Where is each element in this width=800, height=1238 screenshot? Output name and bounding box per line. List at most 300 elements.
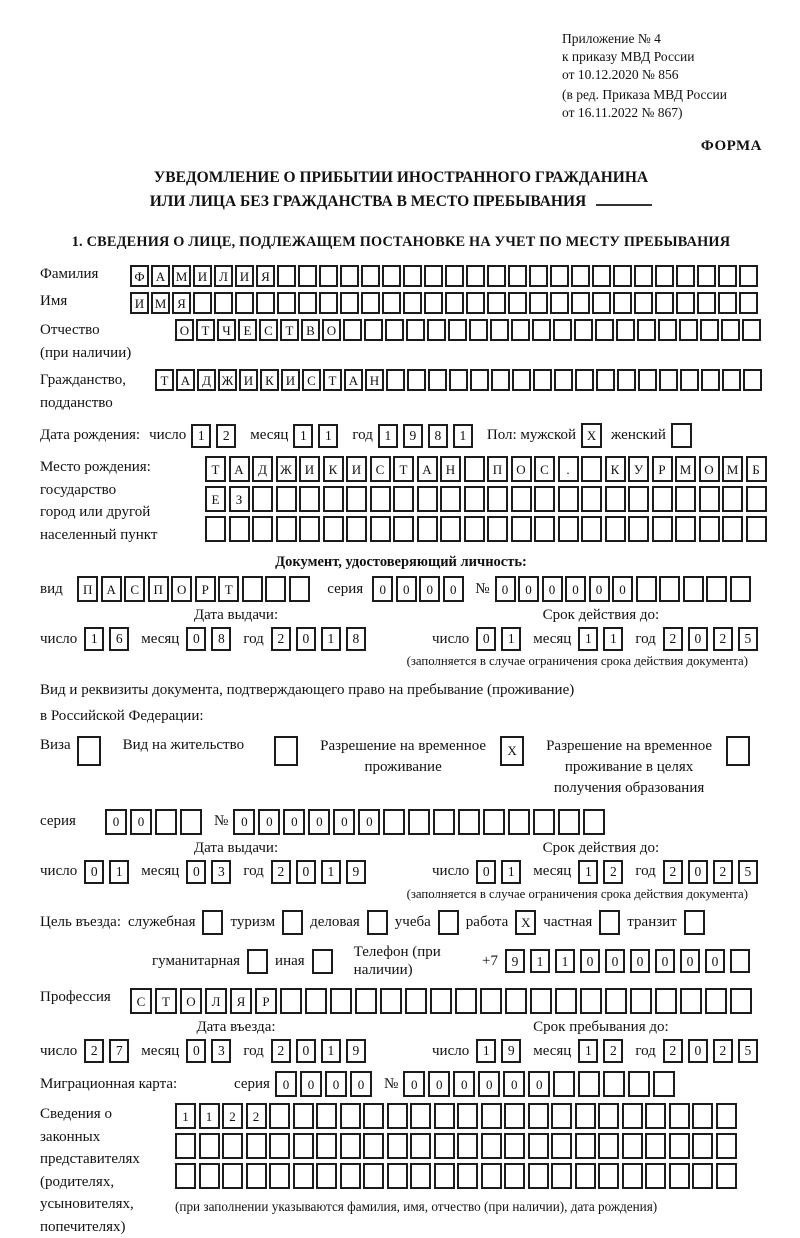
birth-place-cell[interactable]	[511, 486, 532, 512]
identity-doc-number-cell[interactable]	[706, 576, 727, 602]
birth-place-cell[interactable]	[487, 516, 508, 542]
representatives-cell[interactable]	[481, 1163, 502, 1189]
residence-issue-year-cell[interactable]: 2	[271, 860, 291, 884]
representatives-cell[interactable]	[269, 1163, 290, 1189]
surname-cell[interactable]	[697, 265, 716, 287]
identity-issue-month-cell[interactable]: 0	[186, 627, 206, 651]
citizenship-cell[interactable]	[680, 369, 699, 391]
residence-expiry-day-cell[interactable]: 0	[476, 860, 496, 884]
profession-cell[interactable]: Л	[205, 988, 227, 1014]
purpose-transit-box[interactable]	[684, 910, 705, 935]
identity-doc-number-cell[interactable]: 0	[495, 576, 516, 602]
birth-place-cell[interactable]: Ж	[276, 456, 297, 482]
patronymic-cell[interactable]: О	[175, 319, 194, 341]
residence-doc-number-cell[interactable]	[508, 809, 530, 835]
birth-place-cell[interactable]: Т	[205, 456, 226, 482]
option-temp-residence-edu-box[interactable]	[726, 736, 750, 766]
migration-card-number-cell[interactable]: 0	[403, 1071, 425, 1097]
representatives-cell[interactable]	[528, 1103, 549, 1129]
birth-place-cell[interactable]: Р	[652, 456, 673, 482]
birth-place-cell[interactable]	[581, 456, 602, 482]
birth-year-cell[interactable]: 8	[428, 424, 448, 448]
representatives-cell[interactable]	[340, 1133, 361, 1159]
representatives-cell[interactable]	[645, 1163, 666, 1189]
name-cell[interactable]	[298, 292, 317, 314]
name-cell[interactable]	[508, 292, 527, 314]
name-cell[interactable]	[676, 292, 695, 314]
patronymic-cell[interactable]	[448, 319, 467, 341]
patronymic-cell[interactable]	[532, 319, 551, 341]
entry-month-cell[interactable]: 3	[211, 1039, 231, 1063]
identity-doc-series-cell[interactable]: 0	[419, 576, 440, 602]
migration-card-number-cell[interactable]	[553, 1071, 575, 1097]
representatives-cell[interactable]	[269, 1103, 290, 1129]
birth-place-cell[interactable]	[370, 516, 391, 542]
entry-year-cell[interactable]: 9	[346, 1039, 366, 1063]
representatives-cell[interactable]	[434, 1163, 455, 1189]
birth-place-cell[interactable]: О	[511, 456, 532, 482]
citizenship-cell[interactable]	[701, 369, 720, 391]
citizenship-cell[interactable]	[449, 369, 468, 391]
birth-place-cell[interactable]: А	[229, 456, 250, 482]
name-cell[interactable]	[319, 292, 338, 314]
profession-cell[interactable]	[405, 988, 427, 1014]
name-cell[interactable]	[445, 292, 464, 314]
name-cell[interactable]	[571, 292, 590, 314]
residence-issue-year-cell[interactable]: 0	[296, 860, 316, 884]
phone-cell[interactable]: 0	[680, 949, 700, 973]
birth-place-cell[interactable]: Н	[440, 456, 461, 482]
surname-cell[interactable]: И	[235, 265, 254, 287]
birth-place-cell[interactable]: И	[299, 456, 320, 482]
birth-place-cell[interactable]: М	[675, 456, 696, 482]
patronymic-cell[interactable]	[406, 319, 425, 341]
migration-card-number-cell[interactable]	[578, 1071, 600, 1097]
citizenship-cell[interactable]	[407, 369, 426, 391]
surname-cell[interactable]	[529, 265, 548, 287]
migration-card-number-cell[interactable]: 0	[528, 1071, 550, 1097]
patronymic-cell[interactable]	[364, 319, 383, 341]
stay-month-cell[interactable]: 2	[603, 1039, 623, 1063]
purpose-work-box[interactable]: X	[515, 910, 536, 935]
identity-expiry-year-cell[interactable]: 2	[663, 627, 683, 651]
residence-doc-number-cell[interactable]	[533, 809, 555, 835]
patronymic-cell[interactable]	[658, 319, 677, 341]
citizenship-cell[interactable]	[554, 369, 573, 391]
residence-doc-series-cell[interactable]	[155, 809, 177, 835]
residence-doc-number-cell[interactable]	[458, 809, 480, 835]
option-visa-box[interactable]	[77, 736, 101, 766]
citizenship-cell[interactable]: Н	[365, 369, 384, 391]
profession-cell[interactable]: О	[180, 988, 202, 1014]
birth-month-cell[interactable]: 1	[318, 424, 338, 448]
citizenship-cell[interactable]	[470, 369, 489, 391]
patronymic-cell[interactable]	[385, 319, 404, 341]
profession-cell[interactable]	[680, 988, 702, 1014]
residence-expiry-month-cell[interactable]: 1	[578, 860, 598, 884]
birth-year-cell[interactable]: 9	[403, 424, 423, 448]
identity-doc-type-cell[interactable]	[242, 576, 263, 602]
surname-cell[interactable]: Ф	[130, 265, 149, 287]
representatives-cell[interactable]	[387, 1133, 408, 1159]
citizenship-cell[interactable]: А	[344, 369, 363, 391]
birth-place-cell[interactable]	[722, 516, 743, 542]
representatives-cell[interactable]	[340, 1103, 361, 1129]
patronymic-cell[interactable]: Ч	[217, 319, 236, 341]
surname-cell[interactable]	[361, 265, 380, 287]
name-cell[interactable]	[592, 292, 611, 314]
identity-doc-type-cell[interactable]: Р	[195, 576, 216, 602]
migration-card-number-cell[interactable]: 0	[503, 1071, 525, 1097]
patronymic-cell[interactable]: Т	[196, 319, 215, 341]
identity-issue-year-cell[interactable]: 2	[271, 627, 291, 651]
birth-place-cell[interactable]: И	[346, 456, 367, 482]
name-cell[interactable]	[403, 292, 422, 314]
representatives-cell[interactable]	[293, 1103, 314, 1129]
stay-year-cell[interactable]: 5	[738, 1039, 758, 1063]
phone-cell[interactable]: 0	[655, 949, 675, 973]
identity-doc-number-cell[interactable]: 0	[589, 576, 610, 602]
name-cell[interactable]	[718, 292, 737, 314]
patronymic-cell[interactable]	[679, 319, 698, 341]
profession-cell[interactable]	[480, 988, 502, 1014]
representatives-cell[interactable]	[692, 1103, 713, 1129]
birth-place-cell[interactable]	[323, 486, 344, 512]
phone-cell[interactable]	[730, 949, 750, 973]
surname-cell[interactable]	[592, 265, 611, 287]
citizenship-cell[interactable]	[533, 369, 552, 391]
residence-doc-number-cell[interactable]	[433, 809, 455, 835]
name-cell[interactable]	[529, 292, 548, 314]
representatives-cell[interactable]	[504, 1103, 525, 1129]
citizenship-cell[interactable]	[575, 369, 594, 391]
birth-place-cell[interactable]	[534, 486, 555, 512]
migration-card-series-cell[interactable]: 0	[325, 1071, 347, 1097]
birth-day-cell[interactable]: 2	[216, 424, 236, 448]
residence-expiry-year-cell[interactable]: 5	[738, 860, 758, 884]
citizenship-cell[interactable]: Т	[155, 369, 174, 391]
residence-doc-number-cell[interactable]	[483, 809, 505, 835]
patronymic-cell[interactable]: О	[322, 319, 341, 341]
stay-day-cell[interactable]: 1	[476, 1039, 496, 1063]
residence-expiry-year-cell[interactable]: 0	[688, 860, 708, 884]
citizenship-cell[interactable]	[491, 369, 510, 391]
birth-place-cell[interactable]	[252, 516, 273, 542]
surname-cell[interactable]	[718, 265, 737, 287]
name-cell[interactable]	[382, 292, 401, 314]
migration-card-series-cell[interactable]: 0	[275, 1071, 297, 1097]
representatives-cell[interactable]	[716, 1103, 737, 1129]
birth-place-cell[interactable]	[417, 516, 438, 542]
phone-cell[interactable]: 0	[580, 949, 600, 973]
name-cell[interactable]	[235, 292, 254, 314]
representatives-cell[interactable]	[575, 1133, 596, 1159]
identity-doc-number-cell[interactable]: 0	[612, 576, 633, 602]
citizenship-cell[interactable]: К	[260, 369, 279, 391]
option-residence-permit-box[interactable]	[274, 736, 298, 766]
citizenship-cell[interactable]	[659, 369, 678, 391]
representatives-cell[interactable]	[363, 1103, 384, 1129]
representatives-cell[interactable]	[622, 1163, 643, 1189]
patronymic-cell[interactable]	[637, 319, 656, 341]
profession-cell[interactable]: Я	[230, 988, 252, 1014]
birth-place-cell[interactable]: У	[628, 456, 649, 482]
migration-card-number-cell[interactable]	[603, 1071, 625, 1097]
representatives-cell[interactable]	[669, 1133, 690, 1159]
birth-year-cell[interactable]: 1	[453, 424, 473, 448]
representatives-cell[interactable]	[410, 1103, 431, 1129]
identity-doc-type-cell[interactable]: П	[148, 576, 169, 602]
birth-place-cell[interactable]	[605, 516, 626, 542]
identity-issue-year-cell[interactable]: 8	[346, 627, 366, 651]
phone-cell[interactable]: 0	[630, 949, 650, 973]
birth-place-cell[interactable]	[511, 516, 532, 542]
identity-doc-series-cell[interactable]: 0	[372, 576, 393, 602]
residence-doc-number-cell[interactable]: 0	[233, 809, 255, 835]
residence-doc-number-cell[interactable]: 0	[258, 809, 280, 835]
birth-place-cell[interactable]	[276, 516, 297, 542]
residence-expiry-day-cell[interactable]: 1	[501, 860, 521, 884]
profession-cell[interactable]	[655, 988, 677, 1014]
representatives-cell[interactable]	[716, 1163, 737, 1189]
birth-place-cell[interactable]	[229, 516, 250, 542]
representatives-cell[interactable]	[716, 1133, 737, 1159]
identity-doc-type-cell[interactable]: А	[101, 576, 122, 602]
patronymic-cell[interactable]: С	[259, 319, 278, 341]
representatives-cell[interactable]	[598, 1103, 619, 1129]
name-cell[interactable]	[256, 292, 275, 314]
name-cell[interactable]	[739, 292, 758, 314]
profession-cell[interactable]	[330, 988, 352, 1014]
purpose-tourism-box[interactable]	[282, 910, 303, 935]
birth-place-cell[interactable]: Б	[746, 456, 767, 482]
identity-doc-number-cell[interactable]	[659, 576, 680, 602]
name-cell[interactable]: И	[130, 292, 149, 314]
representatives-cell[interactable]	[246, 1163, 267, 1189]
stay-day-cell[interactable]: 9	[501, 1039, 521, 1063]
entry-day-cell[interactable]: 2	[84, 1039, 104, 1063]
identity-expiry-day-cell[interactable]: 0	[476, 627, 496, 651]
birth-place-cell[interactable]: П	[487, 456, 508, 482]
profession-cell[interactable]: С	[130, 988, 152, 1014]
patronymic-cell[interactable]	[700, 319, 719, 341]
representatives-cell[interactable]	[528, 1163, 549, 1189]
representatives-cell[interactable]	[434, 1103, 455, 1129]
stay-year-cell[interactable]: 0	[688, 1039, 708, 1063]
representatives-cell[interactable]	[504, 1133, 525, 1159]
residence-doc-number-cell[interactable]: 0	[358, 809, 380, 835]
birth-place-cell[interactable]	[464, 486, 485, 512]
profession-cell[interactable]	[530, 988, 552, 1014]
representatives-cell[interactable]	[598, 1133, 619, 1159]
birth-place-cell[interactable]: М	[722, 456, 743, 482]
profession-cell[interactable]	[705, 988, 727, 1014]
representatives-cell[interactable]: 1	[199, 1103, 220, 1129]
birth-place-cell[interactable]	[605, 486, 626, 512]
surname-cell[interactable]	[634, 265, 653, 287]
gender-female-box[interactable]	[671, 423, 692, 448]
citizenship-cell[interactable]	[722, 369, 741, 391]
name-cell[interactable]	[655, 292, 674, 314]
representatives-cell[interactable]	[481, 1133, 502, 1159]
birth-place-cell[interactable]	[346, 486, 367, 512]
patronymic-cell[interactable]	[595, 319, 614, 341]
surname-cell[interactable]	[340, 265, 359, 287]
surname-cell[interactable]	[466, 265, 485, 287]
citizenship-cell[interactable]	[512, 369, 531, 391]
representatives-cell[interactable]	[175, 1163, 196, 1189]
birth-place-cell[interactable]	[464, 456, 485, 482]
residence-doc-series-cell[interactable]	[180, 809, 202, 835]
representatives-cell[interactable]	[199, 1163, 220, 1189]
residence-doc-series-cell[interactable]: 0	[105, 809, 127, 835]
identity-doc-type-cell[interactable]	[289, 576, 310, 602]
purpose-study-box[interactable]	[438, 910, 459, 935]
identity-doc-number-cell[interactable]	[730, 576, 751, 602]
representatives-cell[interactable]	[645, 1133, 666, 1159]
birth-place-cell[interactable]	[675, 516, 696, 542]
name-cell[interactable]	[340, 292, 359, 314]
profession-cell[interactable]	[505, 988, 527, 1014]
representatives-cell[interactable]	[575, 1163, 596, 1189]
birth-place-cell[interactable]	[393, 516, 414, 542]
stay-month-cell[interactable]: 1	[578, 1039, 598, 1063]
identity-expiry-year-cell[interactable]: 5	[738, 627, 758, 651]
representatives-cell[interactable]	[551, 1133, 572, 1159]
representatives-cell[interactable]	[622, 1133, 643, 1159]
entry-year-cell[interactable]: 0	[296, 1039, 316, 1063]
birth-place-cell[interactable]	[534, 516, 555, 542]
birth-place-cell[interactable]: К	[323, 456, 344, 482]
residence-doc-number-cell[interactable]: 0	[333, 809, 355, 835]
identity-issue-year-cell[interactable]: 0	[296, 627, 316, 651]
representatives-cell[interactable]	[598, 1163, 619, 1189]
surname-cell[interactable]	[277, 265, 296, 287]
option-temp-residence-box[interactable]: X	[500, 736, 524, 766]
profession-cell[interactable]	[280, 988, 302, 1014]
identity-doc-type-cell[interactable]: Т	[218, 576, 239, 602]
profession-cell[interactable]	[455, 988, 477, 1014]
citizenship-cell[interactable]	[638, 369, 657, 391]
representatives-cell[interactable]	[363, 1133, 384, 1159]
surname-cell[interactable]	[319, 265, 338, 287]
profession-cell[interactable]	[380, 988, 402, 1014]
name-cell[interactable]	[361, 292, 380, 314]
birth-place-cell[interactable]	[346, 516, 367, 542]
phone-cell[interactable]: 9	[505, 949, 525, 973]
representatives-cell[interactable]	[316, 1133, 337, 1159]
name-cell[interactable]	[214, 292, 233, 314]
gender-male-box[interactable]: X	[581, 423, 602, 448]
entry-year-cell[interactable]: 1	[321, 1039, 341, 1063]
representatives-cell[interactable]	[551, 1163, 572, 1189]
surname-cell[interactable]	[487, 265, 506, 287]
representatives-cell[interactable]	[293, 1133, 314, 1159]
representatives-cell[interactable]	[410, 1133, 431, 1159]
birth-place-cell[interactable]: А	[417, 456, 438, 482]
identity-doc-type-cell[interactable]: П	[77, 576, 98, 602]
purpose-humanitarian-box[interactable]	[247, 949, 268, 974]
entry-year-cell[interactable]: 2	[271, 1039, 291, 1063]
purpose-other-box[interactable]	[312, 949, 333, 974]
profession-cell[interactable]	[580, 988, 602, 1014]
profession-cell[interactable]: Т	[155, 988, 177, 1014]
birth-place-cell[interactable]	[487, 486, 508, 512]
patronymic-cell[interactable]	[616, 319, 635, 341]
patronymic-cell[interactable]: Т	[280, 319, 299, 341]
representatives-cell[interactable]	[551, 1103, 572, 1129]
patronymic-cell[interactable]	[490, 319, 509, 341]
identity-doc-type-cell[interactable]: С	[124, 576, 145, 602]
migration-card-series-cell[interactable]: 0	[300, 1071, 322, 1097]
birth-place-cell[interactable]	[440, 486, 461, 512]
migration-card-number-cell[interactable]	[653, 1071, 675, 1097]
birth-place-cell[interactable]	[652, 516, 673, 542]
birth-place-cell[interactable]: С	[534, 456, 555, 482]
representatives-cell[interactable]	[457, 1133, 478, 1159]
patronymic-cell[interactable]	[469, 319, 488, 341]
residence-issue-month-cell[interactable]: 0	[186, 860, 206, 884]
identity-doc-number-cell[interactable]	[683, 576, 704, 602]
stay-year-cell[interactable]: 2	[663, 1039, 683, 1063]
representatives-cell[interactable]	[269, 1133, 290, 1159]
birth-place-cell[interactable]	[464, 516, 485, 542]
phone-cell[interactable]: 1	[555, 949, 575, 973]
surname-cell[interactable]	[403, 265, 422, 287]
birth-place-cell[interactable]: З	[229, 486, 250, 512]
residence-doc-number-cell[interactable]	[583, 809, 605, 835]
representatives-cell[interactable]	[481, 1103, 502, 1129]
birth-place-cell[interactable]	[252, 486, 273, 512]
birth-place-cell[interactable]: .	[558, 456, 579, 482]
representatives-cell[interactable]: 2	[246, 1103, 267, 1129]
representatives-cell[interactable]	[457, 1163, 478, 1189]
identity-doc-type-cell[interactable]: О	[171, 576, 192, 602]
representatives-cell[interactable]	[387, 1103, 408, 1129]
citizenship-cell[interactable]: Т	[323, 369, 342, 391]
patronymic-cell[interactable]	[553, 319, 572, 341]
surname-cell[interactable]	[508, 265, 527, 287]
phone-cell[interactable]: 0	[605, 949, 625, 973]
patronymic-cell[interactable]: Е	[238, 319, 257, 341]
birth-place-cell[interactable]	[675, 486, 696, 512]
representatives-cell[interactable]	[293, 1163, 314, 1189]
residence-issue-year-cell[interactable]: 9	[346, 860, 366, 884]
birth-place-cell[interactable]	[699, 486, 720, 512]
representatives-cell[interactable]	[222, 1163, 243, 1189]
birth-place-cell[interactable]	[699, 516, 720, 542]
representatives-cell[interactable]	[645, 1103, 666, 1129]
representatives-cell[interactable]	[669, 1163, 690, 1189]
representatives-cell[interactable]	[692, 1133, 713, 1159]
name-cell[interactable]: М	[151, 292, 170, 314]
birth-place-cell[interactable]	[652, 486, 673, 512]
birth-place-cell[interactable]: С	[370, 456, 391, 482]
citizenship-cell[interactable]: И	[281, 369, 300, 391]
profession-cell[interactable]	[355, 988, 377, 1014]
surname-cell[interactable]	[655, 265, 674, 287]
identity-expiry-day-cell[interactable]: 1	[501, 627, 521, 651]
profession-cell[interactable]	[730, 988, 752, 1014]
birth-place-cell[interactable]	[299, 516, 320, 542]
representatives-cell[interactable]	[457, 1103, 478, 1129]
patronymic-cell[interactable]	[343, 319, 362, 341]
citizenship-cell[interactable]: И	[239, 369, 258, 391]
profession-cell[interactable]	[555, 988, 577, 1014]
representatives-cell[interactable]: 2	[222, 1103, 243, 1129]
purpose-private-box[interactable]	[599, 910, 620, 935]
purpose-official-box[interactable]	[202, 910, 223, 935]
